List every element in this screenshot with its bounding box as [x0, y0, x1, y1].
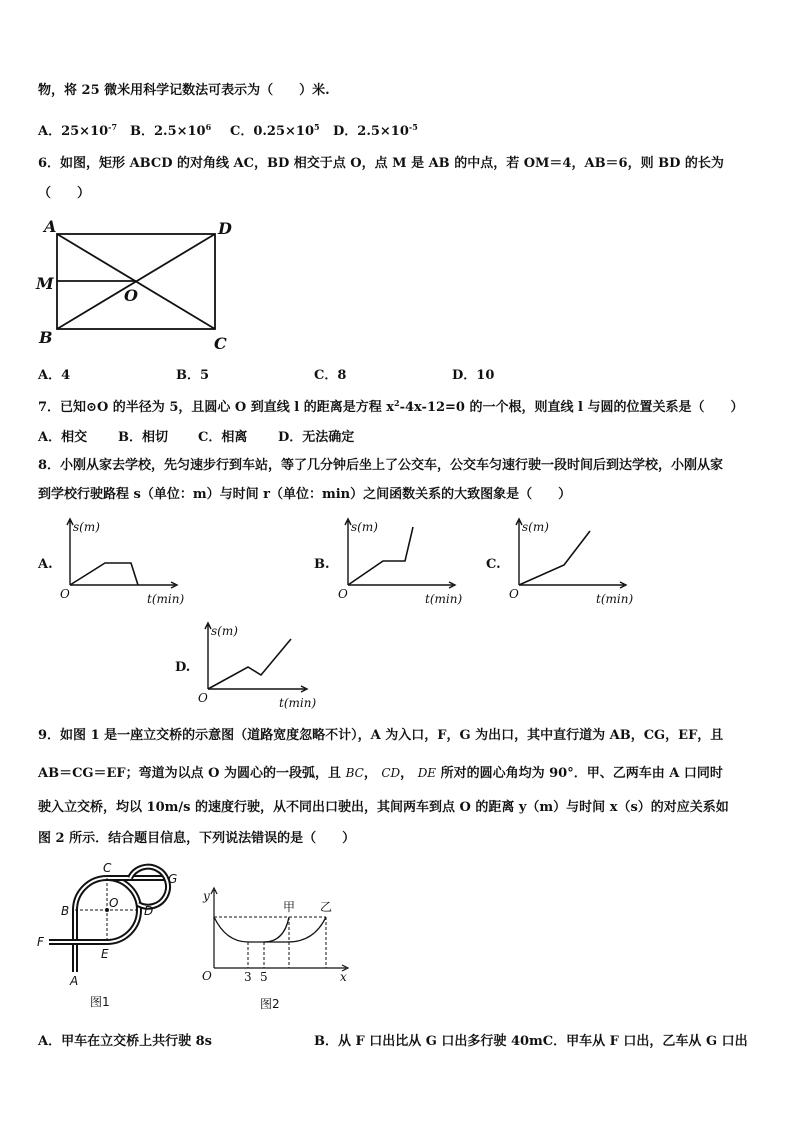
svg-text:x: x [340, 970, 347, 984]
q8-graph-d [193, 619, 333, 711]
svg-text:3: 3 [244, 970, 252, 984]
q8-graph-c [504, 515, 644, 607]
svg-text:O: O [109, 896, 119, 910]
q7-option-b: B．相切 [118, 430, 168, 445]
curve-yi [264, 917, 326, 942]
svg-text:s(m): s(m) [522, 520, 549, 534]
arc-bc: BC [345, 766, 364, 780]
svg-text:D: D [144, 904, 154, 918]
svg-text:y: y [203, 889, 210, 903]
svg-text:s(m): s(m) [351, 520, 378, 534]
q7-option-a: A．相交 [38, 430, 88, 445]
svg-text:B: B [61, 904, 70, 918]
q8-option-c-letter: C. [486, 557, 501, 572]
svg-text:s(m): s(m) [211, 624, 238, 638]
q5-option-b: B．$2.5\times 10^6$ [130, 122, 212, 139]
q8-option-d-letter: D. [175, 660, 191, 675]
q9-option-a: A．甲车在立交桥上共行驶 8s [38, 1034, 212, 1049]
svg-text:t(min): t(min) [279, 696, 317, 710]
svg-text:O: O [60, 587, 70, 601]
q6-option-a: A．4 [38, 368, 71, 383]
svg-text:G: G [168, 872, 178, 886]
figure2-caption: 图2 [260, 997, 280, 1011]
label-d: D [218, 219, 232, 238]
q6-stem: 6．如图，矩形 ABCD 的对角线 AC，BD 相交于点 O，点 M 是 AB 的中点，若 OM＝4，AB＝6，则 BD 的长为 [38, 156, 724, 171]
svg-text:t(min): t(min) [147, 592, 185, 606]
figure1-caption: 图1 [90, 995, 110, 1009]
svg-text:t(min): t(min) [596, 592, 634, 606]
q7-option-d: D．无法确定 [278, 430, 355, 445]
q9-stem-line3: 驶入立交桥，均以 10m/s 的速度行驶，从不同出口驶出，其间两车到点 O 的距离 y（m）与时间 x（s）的对应关系如 [38, 800, 729, 815]
svg-text:C: C [103, 861, 112, 875]
svg-text:O: O [202, 969, 212, 983]
svg-text:甲: 甲 [283, 900, 296, 914]
label-b: B [39, 328, 53, 347]
q6-stem-paren: （ ） [38, 186, 91, 201]
q5-option-d: D．$2.5\times 10^{-5}$ [333, 122, 418, 139]
svg-text:t(min): t(min) [425, 592, 463, 606]
q9-option-b: B．从 F 口出比从 G 口出多行驶 40mC．甲车从 F 口出，乙车从 G 口出 [314, 1034, 748, 1049]
q8-graph-a [55, 515, 195, 607]
q8-stem-line2: 到学校行驶路程 s（单位：m）与时间 r（单位：min）之间函数关系的大致图象是（ ） [38, 487, 572, 502]
arc-cd: CD [381, 766, 401, 780]
q9-stem-line2: AB＝CG＝EF；弯道为以点 O 为圆心的一段弧，且 BC， CD， DE 所对的圆心角均为 90°．甲、乙两车由 A 口同时 [38, 766, 723, 781]
label-m: M [36, 274, 54, 293]
q7-option-c: C．相离 [198, 430, 248, 445]
svg-text:O: O [198, 691, 208, 705]
svg-text:O: O [509, 587, 519, 601]
label-o: O [124, 286, 138, 305]
label-a: A [44, 217, 57, 236]
q8-graph-b [333, 515, 473, 607]
q5-option-a: A．$25\times 10^{-7}$ [38, 122, 118, 139]
q9-figure2-graph [196, 880, 361, 1015]
svg-text:F: F [37, 935, 44, 949]
q8-option-b-letter: B. [314, 557, 330, 572]
q9-stem-line4: 图 2 所示．结合题目信息，下列说法错误的是（ ） [38, 831, 356, 846]
q6-option-c: C．8 [314, 368, 347, 383]
q6-option-b: B．5 [176, 368, 210, 383]
svg-text:A: A [70, 974, 79, 988]
svg-text:s(m): s(m) [73, 520, 100, 534]
q7-stem: 7．已知⊙O 的半径为 5，且圆心 O 到直线 l 的距离是方程 $x^2-4x-12=0$ 的一个根，则直线 l 与圆的位置关系是（ ） [38, 398, 744, 415]
graph-c-curve [519, 531, 590, 585]
q5-option-c: C．$0.25\times 10^5$ [230, 122, 320, 139]
q9-figure1-interchange [34, 860, 184, 1010]
svg-text:O: O [338, 587, 348, 601]
arc-de: DE [417, 766, 437, 780]
q8-stem-line1: 8．小刚从家去学校，先匀速步行到车站，等了几分钟后坐上了公交车，公交车匀速行驶一段时间后到达学校，小刚从家 [38, 458, 724, 473]
q5-stem-tail: 物，将 25 微米用科学记数法可表示为（ ）米. [38, 83, 330, 98]
svg-text:E: E [101, 947, 109, 961]
graph-a-curve [70, 563, 138, 585]
q6-rectangle-figure [30, 212, 245, 357]
label-c: C [214, 334, 227, 353]
graph-d-curve [208, 639, 291, 689]
curve-jia [214, 917, 289, 942]
graph-b-curve [348, 527, 413, 585]
svg-text:5: 5 [260, 970, 268, 984]
q9-stem-line1: 9．如图 1 是一座立交桥的示意图（道路宽度忽略不计），A 为入口，F，G 为出口，其中直行道为 AB，CG，EF，且 [38, 728, 724, 743]
svg-text:乙: 乙 [320, 900, 333, 914]
q8-option-a-letter: A. [38, 557, 53, 572]
q6-option-d: D．10 [452, 368, 495, 383]
